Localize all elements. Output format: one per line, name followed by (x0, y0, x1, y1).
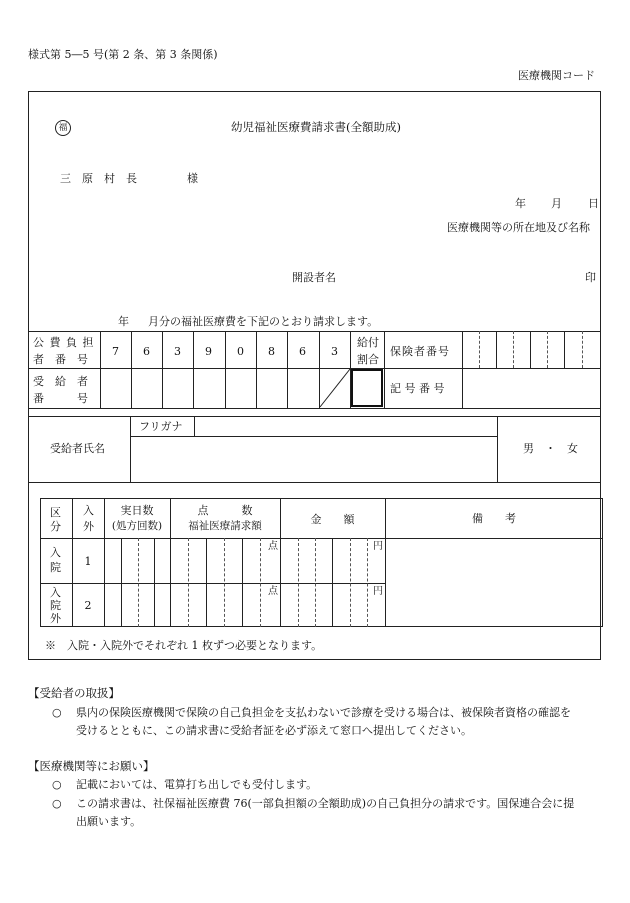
grid-line (28, 368, 601, 369)
public-burden-digit: 0 (237, 345, 244, 358)
recipient-notes-line: 県内の保険医療機関で保険の自己負担金を支払わないで診療を受ける場合は、被保険者資格の確認を (76, 706, 571, 719)
recipient-notes-line: 受けるとともに、この請求書に受給者証を必ず添えて窓口へ提出してください。 (76, 724, 472, 737)
request-year-label: 年 (118, 315, 129, 328)
header-points-2: 福祉医療請求額 (188, 520, 262, 532)
date-year-label: 年 (515, 197, 526, 210)
institution-request-item-cont: 出願います。 (76, 815, 142, 828)
bullet-icon: ○ (52, 778, 62, 791)
grid-line (28, 416, 601, 417)
recipient-notes-title: 【受給者の取扱】 (28, 686, 120, 700)
header-nyugai-2: 外 (83, 520, 94, 533)
row-outpatient-kubun: 外 (50, 612, 61, 625)
grid-line (40, 538, 603, 539)
grid-line (206, 538, 207, 627)
grid-line (242, 538, 243, 627)
header-points: 点 数 (197, 504, 253, 517)
public-burden-label-2: 者 番 号 (33, 353, 88, 366)
grid-line (547, 331, 548, 368)
form-number: 様式第 5―5 号(第 2 条、第 3 条関係) (28, 48, 218, 61)
grid-line (462, 331, 463, 408)
grid-line (138, 538, 139, 627)
row-outpatient-yen-unit: 円 (373, 586, 383, 597)
row-outpatient-kubun: 入 (50, 586, 61, 599)
addressee: 三 原 村 長 (60, 172, 137, 185)
grid-line (100, 331, 101, 408)
benefit-ratio-box[interactable] (351, 369, 383, 407)
grid-line (154, 538, 155, 627)
public-burden-digit: 6 (143, 345, 150, 358)
public-burden-digit: 6 (299, 345, 306, 358)
grid-line (582, 331, 583, 368)
grid-line (194, 416, 195, 436)
row-outpatient-point-unit: 点 (268, 586, 278, 597)
addressee-honorific: 様 (187, 172, 198, 185)
row-inpatient-kubun: 院 (50, 561, 61, 574)
recipient-name-field[interactable] (131, 437, 496, 481)
table-note: ※ 入院・入院外でそれぞれ 1 枚ずつ必要となります。 (45, 639, 323, 652)
header-kubun: 区 (50, 506, 61, 519)
grid-line (28, 482, 601, 483)
grid-line (28, 408, 601, 409)
recipient-number-label-2: 番 号 (33, 392, 88, 405)
request-statement: 月分の福祉医療費を下記のとおり請求します。 (148, 315, 379, 328)
grid-line (121, 538, 122, 627)
grid-line (256, 331, 257, 408)
grid-line (564, 331, 565, 368)
grid-line (315, 538, 316, 627)
founder-label: 開設者名 (292, 271, 336, 284)
grid-line (225, 331, 226, 408)
header-amount: 金 額 (310, 513, 355, 526)
public-burden-label: 公 費 負 担 (33, 336, 95, 349)
row-outpatient-kubun: 院 (50, 599, 61, 612)
public-burden-digit: 3 (331, 345, 338, 358)
institution-address-label: 医療機関等の所在地及び名称 (447, 221, 590, 234)
grid-line (131, 331, 132, 408)
grid-line (530, 331, 531, 368)
header-kubun-2: 分 (50, 520, 61, 533)
furigana-label: フリガナ (139, 420, 183, 433)
bullet-icon: ○ (52, 797, 62, 810)
grid-line (260, 538, 261, 627)
symbol-number-label: 記 号 番 号 (390, 382, 445, 395)
benefit-ratio-label: 給付 (357, 336, 379, 349)
public-burden-digit: 9 (205, 345, 212, 358)
row-outpatient-code: 2 (84, 599, 92, 612)
insurer-number-label: 保険者番号 (390, 345, 450, 358)
grid-line (188, 538, 189, 627)
public-burden-digit: 8 (268, 345, 275, 358)
row-inpatient-code: 1 (84, 555, 92, 568)
grid-line (513, 331, 514, 368)
row-inpatient-kubun: 入 (50, 546, 61, 559)
grid-line (287, 331, 288, 408)
grid-line (332, 538, 333, 627)
grid-line (479, 331, 480, 368)
header-nyugai: 入 (83, 504, 94, 517)
public-burden-digit: 3 (174, 345, 181, 358)
grid-line (298, 538, 299, 627)
grid-line (193, 331, 194, 408)
recipient-name-label: 受給者氏名 (50, 442, 105, 455)
institution-requests-title: 【医療機関等にお願い】 (28, 759, 155, 773)
grid-line (496, 331, 497, 368)
institution-request-item: 記載においては、電算打ち出しでも受付します。 (76, 778, 318, 791)
row-inpatient-point-unit: 点 (268, 541, 278, 552)
public-burden-digit: 7 (112, 345, 119, 358)
date-month-label: 月 (551, 197, 562, 210)
diagonal-slash (319, 368, 351, 408)
sex-options: 男 ・ 女 (523, 442, 578, 455)
grid-line (104, 498, 105, 627)
row-inpatient-yen-unit: 円 (373, 541, 383, 552)
institution-code-label: 医療機関コード (518, 69, 595, 82)
welfare-seal-char: 福 (58, 123, 68, 133)
grid-line (350, 538, 351, 627)
grid-line (224, 538, 225, 627)
header-days-2: (処方回数) (111, 520, 163, 532)
grid-line (367, 538, 368, 627)
grid-line (162, 331, 163, 408)
seal-mark: 印 (585, 271, 596, 284)
welfare-seal (55, 120, 71, 136)
grid-line (40, 583, 385, 584)
grid-line (497, 416, 498, 482)
benefit-ratio-label-2: 割合 (357, 353, 379, 366)
grid-line (384, 331, 385, 408)
bullet-icon: ○ (52, 706, 62, 719)
grid-line (28, 331, 601, 332)
header-remarks: 備 考 (472, 512, 516, 525)
institution-request-item: この請求書は、社保福祉医療費 76(一部負担額の全額助成)の自己負担分の請求です。国保連合会に提 (76, 797, 575, 810)
date-day-label: 日 (588, 197, 599, 210)
recipient-number-label: 受 給 者 (33, 375, 88, 388)
grid-line (170, 498, 171, 627)
header-days: 実日数 (120, 504, 154, 517)
form-title: 幼児福祉医療費請求書(全額助成) (231, 120, 401, 134)
